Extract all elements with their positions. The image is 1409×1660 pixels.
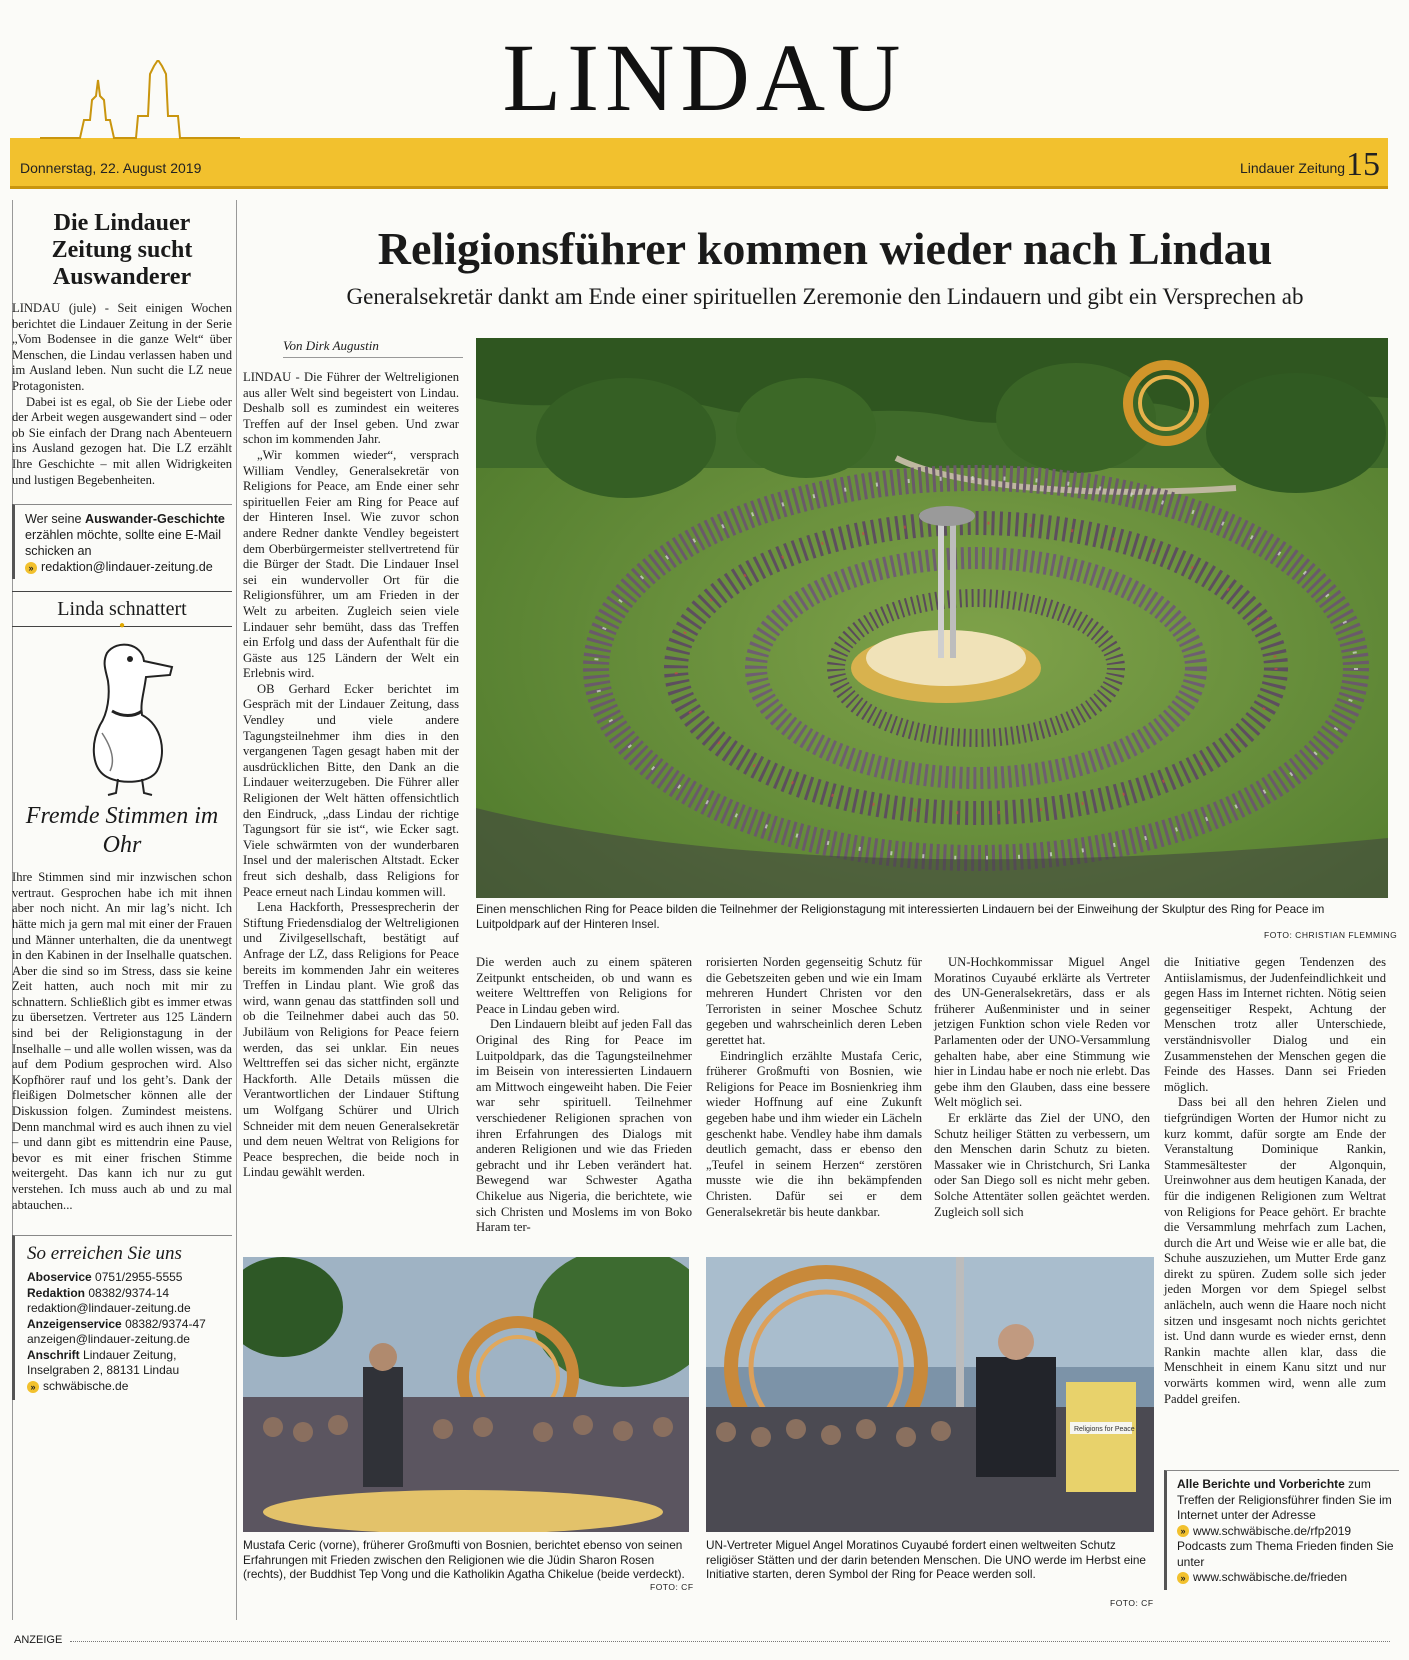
ceremony-photo	[476, 338, 1388, 898]
main-photo	[476, 338, 1388, 898]
divider	[12, 591, 232, 592]
contact-row: Inselgraben 2, 88131 Lindau	[27, 1363, 180, 1378]
sidebar-story-p2: Dabei ist es egal, ob Sie der Liebe oder der Arbeit wegen ausgewandert sind – oder ob Sie einfach der Drang nach Abenteuern ins Ausland gezogen hat. Die LZ erzählt Ihre Geschichte – mit allen Widrigkeiten und lustigen Begebenheiten.	[12, 394, 232, 487]
main-caption: Einen menschlichen Ring for Peace bilden die Teilnehmer der Religionstagung mit interessierten Lindauern bei der Einweihung der Skulptur des Ring for Peace im Luitpoldpark auf der Hinteren Insel.	[476, 902, 1325, 931]
article-col-3	[706, 955, 922, 1220]
paragraph: Die werden auch zu einem späteren Zeitpunkt entscheiden, ob und wann es weitere Welttreffen von Religions for Peace in Lindau geben wird.	[476, 955, 692, 1016]
contact-list	[27, 1270, 228, 1394]
photo3-credit: FOTO: CF	[1110, 1598, 1154, 1608]
paragraph: Dass bei all den hehren Zielen und tiefgründigen Worten der Humor nicht zu kurz kommt, dafür sorgte am Ende der Veranstaltung Dominique Rankin, Stammesältester der Algonquin, Ureinwohner aus dem heutigen Kanada, der für die indigenen Religionen zum Weltrat von Religions for Peace gehört. Er brachte die Versammlung mehrfach zum Lachen, durch die Art und Weise wie er alle bat, die Schuhe auszuziehen, um Mutter Erde ganz direkt zu spüren. Zudem solle sich jeder jeden Morgen vor dem Spiegel selbst anlächeln, auch wenn die Haare noch nicht sitzen und insgesamt noch nichts gerichtet ist. Und dann wurde es wieder ernst, denn Rankin machte allen klar, dass die Menschheit in einem Kanu sitzt und nur vorwärts kommen wird, wenn alle zum Paddel greifen.	[1164, 1095, 1386, 1406]
page-number: 15	[1346, 146, 1380, 183]
paragraph: Lena Hackforth, Pressesprecherin der Stiftung Friedensdialog der Weltreligionen und Zivilgesellschaft, bestätigt auf Anfrage der LZ, dass Religions for Peace bereits im kommenden Jahr ein weiteres Treffen in Lindau plant. Wie groß das wird, wann genau das stattfinden soll und ob die Teilnehmer dabei auch das 50. Jubiläum von Religions for Peace feiern werden, das sei unklar. Ein neues Welttreffen sei das sicher nicht, ergänzte Hackforth. Alle Details müssen die Verantwortlichen der Lindauer Stiftung um Wolfgang Schürer und Ulrich Schneider mit dem neuen Generalsekretär und dem neuen Weltrat von Religions for Peace besprechen, die beide noch in Lindau gewählt werden.	[243, 900, 459, 1180]
masthead-rule	[10, 186, 1388, 189]
paragraph: die Initiative gegen Tendenzen des Antiislamismus, der Judenfeindlichkeit und gegen Hass im Internet richten. Nötig seien gegenseitiger Respekt, Achtung der Menschen trotz aller Unterschiede, verständnisvoller Dialog und ein Zusammenstehen der Menschen gegen die Feinde des Hasses. Dann sei Frieden möglich.	[1164, 955, 1386, 1094]
infobox-bold: Alle Berichte und Vorberichte	[1177, 1477, 1345, 1491]
contact-box	[12, 1235, 232, 1400]
column-label: Linda schnattert	[57, 598, 187, 621]
column-text: Ihre Stimmen sind mir inzwischen schon vertraut. Gesprochen habe ich mit ihnen aber noch nicht. An mir lag’s nicht. Ich hätte mich ja gern mal mit einer der Frauen und Männer unterhalten, die da unentwegt in den Kabinen in der Inselhalle quatschen. Aber die sind so im Stress, dass sie keine Zeit hatten, auch noch mit mir zu schnattern. Schließlich gibt es immer etwas zu übersetzen. Vertreter aus 125 Ländern sind bei der Religionstagung in der Inselhalle – und alle wollen wissen, was da auf dem Podium gesprochen wird. Also Kopfhörer rauf und los geht’s. Dank der fleißigen Dolmetscher können alle der Diskussion folgen. Zumindest meistens. Denn manchmal wird es auch ihnen zu viel – und dann gibt es mittendrin eine Pause, bevor es mit einer frischen Stimme weitergeht. Das kann ich nur zu gut verstehen. Ich muss auch ab und zu mal abtauchen...	[12, 870, 232, 1212]
contact-row: Anzeigenservice 08382/9374-47	[27, 1316, 206, 1331]
main-credit: FOTO: CHRISTIAN FLEMMING	[1264, 930, 1398, 940]
byline-rule	[283, 357, 463, 358]
skyline-icon	[40, 60, 240, 140]
contact-row[interactable]: redaktion@lindauer-zeitung.de	[27, 1301, 191, 1316]
arrow-link-icon: »	[25, 562, 37, 574]
paragraph: Er erklärte das Ziel der UNO, den Schutz heiliger Stätten zu verbessern, um den Menschen darin Schutz zu bieten. Massaker wie in Christchurch, Sri Lanka oder San Diego soll es nicht mehr geben. Solche Attentäter sollen geächtet werden. Zugleich soll sich	[934, 1110, 1150, 1219]
column-rule	[236, 200, 237, 1620]
article-col-2	[476, 955, 692, 1236]
issue-date: Donnerstag, 22. August 2019	[20, 160, 202, 176]
paragraph: Eindringlich erzählte Mustafa Ceric, früherer Großmufti von Bosnien, wie Religions for Peace im Bosnienkrieg ihm wieder Hoffnung auf eine Zukunft gegeben habe und ihm wieder ein Lächeln geschenkt habe. Vendley habe ihm damals deutlich gemacht, dass er ebenso den „Teufel in seinem Herzen“ zerstören musste wie die ihn bekämpfenden Christen. Dafür sei er dem Generalsekretär bis heute dankbar.	[706, 1048, 922, 1219]
sidebar-story-p1: LINDAU (jule) - Seit einigen Wochen berichtet die Lindauer Zeitung in der Serie „Vom Bodensee in die ganze Welt“ über Menschen, die Lindau verlassen haben und im Ausland leben. Nun sucht die LZ neue Protagonisten.	[12, 301, 232, 393]
infobox-pre: Wer seine	[25, 512, 85, 527]
contact-title: So erreichen Sie uns	[27, 1243, 182, 1265]
photo-ceric	[243, 1257, 689, 1532]
paragraph: Den Lindauern bleibt auf jeden Fall das Original des Ring for Peace im Luitpoldpark, das die Tagungsteilnehmer im Beisein von interessierten Lindauern am Mittwoch eingeweiht haben. Die Feier war sehr spirituell. Teilnehmer verschiedener Religionen sprachen von ihren Erfahrungen des Dialogs mit anderen Religionen und wie das Frieden gebracht und ihr Leben verändert hat. Bewegend war Schwester Agatha Chikelue aus Nigeria, die berichtete, wie sich Christen und Moslems im von Boko Haram ter-	[476, 1017, 692, 1235]
column-title: Fremde Stimmen im Ohr	[25, 803, 219, 859]
arrow-link-icon: »	[27, 1381, 39, 1393]
paragraph: LINDAU - Die Führer der Weltreligionen aus aller Welt sind begeistert von Lindau. Deshalb soll es zumindest ein weiteres Treffen auf der Insel geben. Und zwar schon im kommenden Jahr.	[243, 370, 459, 447]
sidebar	[12, 200, 232, 1400]
photo-moratinos	[706, 1257, 1154, 1532]
byline: Von Dirk Augustin	[283, 338, 379, 353]
masthead-bar	[10, 138, 1388, 186]
contact-link[interactable]: » schwäbische.de	[27, 1379, 228, 1395]
photo2-caption: Mustafa Ceric (vorne), früherer Großmufti von Bosnien, berichtet ebenso von seinen Erfahrungen mit Frieden zwischen den Religionen wie die Jüdin Sharon Rosen (rechts), der Buddhist Tep Vong und die Katholikin Agatha Chikelue (beide verdeckt).	[243, 1538, 685, 1581]
article-col-4	[934, 955, 1150, 1220]
links-infobox	[1164, 1470, 1399, 1590]
masthead	[0, 0, 1409, 190]
paragraph: UN-Hochkommissar Miguel Angel Moratinos Cuyaubé erklärte als Vertreter des UN-Generalsekretärs, dass er als früherer Außenminister und in seiner jetzigen Funktion schon viele Reden vor Parlamenten oder der UNO-Versammlung gehalten habe, aber eine Stimmung wie hier in Lindau habe er noch nie erlebt. Das gebe ihm den Glauben, dass eine bessere Welt möglich sei.	[934, 955, 1150, 1110]
article-headline: Religionsführer kommen wieder nach Lindau	[377, 223, 1273, 274]
contact-row: Redaktion 08382/9374-14	[27, 1285, 170, 1300]
link-frieden[interactable]: www.schwäbische.de/frieden	[1193, 1570, 1348, 1584]
infobox-rest: erzählen möchte, sollte eine E-Mail schicken an	[25, 528, 221, 559]
article-subhead: Generalsekretär dankt am Ende einer spirituellen Zeremonie den Lindauern und gibt ein Versprechen ab	[346, 284, 1304, 309]
infobox-bold: Auswander-Geschichte	[84, 512, 225, 527]
photo2-credit: FOTO: CF	[650, 1582, 694, 1592]
paragraph: „Wir kommen wieder“, versprach William Vendley, Generalsekretär von Religions for Peace, am Ende einer sehr spirituellen Feier am Ring for Peace auf der Hinteren Insel. Wie zuvor schon andere Redner dankte Vendley begeistert dem Oberbürgermeister stellvertretend für die Bürger der Stadt. Die Lindauer Insel sei ein wundervoller Ort für die Religionsführer, um am Frieden in der Welt zu arbeiten. Zugleich seien viele Lindauer sehr bemüht, dass das Treffen ein Erfolg und dass der Aufenthalt für die Gäste aus 125 Ländern der Welt ein Erlebnis wird.	[243, 447, 459, 681]
infobox-text: zum Treffen der Religionsführer finden Sie im Internet unter der Adresse	[1177, 1477, 1392, 1522]
paragraph: rorisierten Norden gegenseitig Schutz für die Gebetszeiten geben und wie ein Imam mehreren Hundert Christen vor den Terroristen in seiner Moschee Schutz gegeben und wahrscheinlich deren Leben gerettet hat.	[706, 955, 922, 1047]
contact-row: Anschrift Lindauer Zeitung,	[27, 1347, 177, 1362]
ad-rule	[70, 1641, 1390, 1642]
paragraph: OB Gerhard Ecker berichtet im Gespräch mit der Lindauer Zeitung, dass Vendley und viele andere Tagungsteilnehmer ihm dies in den vergangenen Tagen gesagt haben mit der ausdrücklichen Bitte, den Dank an die Lindauer weiterzugeben. Die Führer aller Religionen der Welt hätten offensichtlich den Eindruck, „dass Lindau der richtige Tagungsort für sie ist“, wie Ecker sagt. Viele schwärmten von der wunderbaren Insel und der malerischen Altstadt. Ecker freut sich deshalb, dass Religions for Peace erneut nach Lindau kommen will.	[243, 681, 459, 899]
arrow-link-icon: »	[1177, 1572, 1189, 1584]
infobox-email[interactable]: redaktion@lindauer-zeitung.de	[41, 560, 213, 575]
dot-icon: ●	[118, 620, 126, 632]
infobox-text: Podcasts zum Thema Frieden finden Sie unter	[1177, 1539, 1394, 1569]
section-title: LINDAU	[502, 24, 907, 131]
duck-illustration	[12, 633, 232, 798]
article-col-1	[243, 370, 459, 1181]
article-col-5	[1164, 955, 1386, 1407]
ad-label: ANZEIGE	[14, 1634, 63, 1646]
sidebar-infobox	[12, 504, 232, 579]
sidebar-story-heading: Die Lindauer Zeitung sucht Auswanderer	[51, 210, 193, 290]
sign-text: Religions for Peace	[1074, 1426, 1135, 1433]
moratinos-photo	[706, 1257, 1154, 1532]
ceric-photo	[243, 1257, 689, 1532]
arrow-link-icon: »	[1177, 1525, 1189, 1537]
photo3-caption: UN-Vertreter Miguel Angel Moratinos Cuyaubé fordert einen weltweiten Schutz religiöser Stätten und der darin betenden Menschen. Die UNO werde im Herbst eine Initiative starten, deren Symbol der Ring for Peace werden soll.	[706, 1538, 1146, 1581]
contact-row[interactable]: anzeigen@lindauer-zeitung.de	[27, 1332, 190, 1347]
link-rfp2019[interactable]: www.schwäbische.de/rfp2019	[1193, 1523, 1352, 1538]
paper-name: Lindauer Zeitung	[1240, 160, 1346, 176]
contact-row: Aboservice 0751/2955-5555	[27, 1270, 183, 1285]
